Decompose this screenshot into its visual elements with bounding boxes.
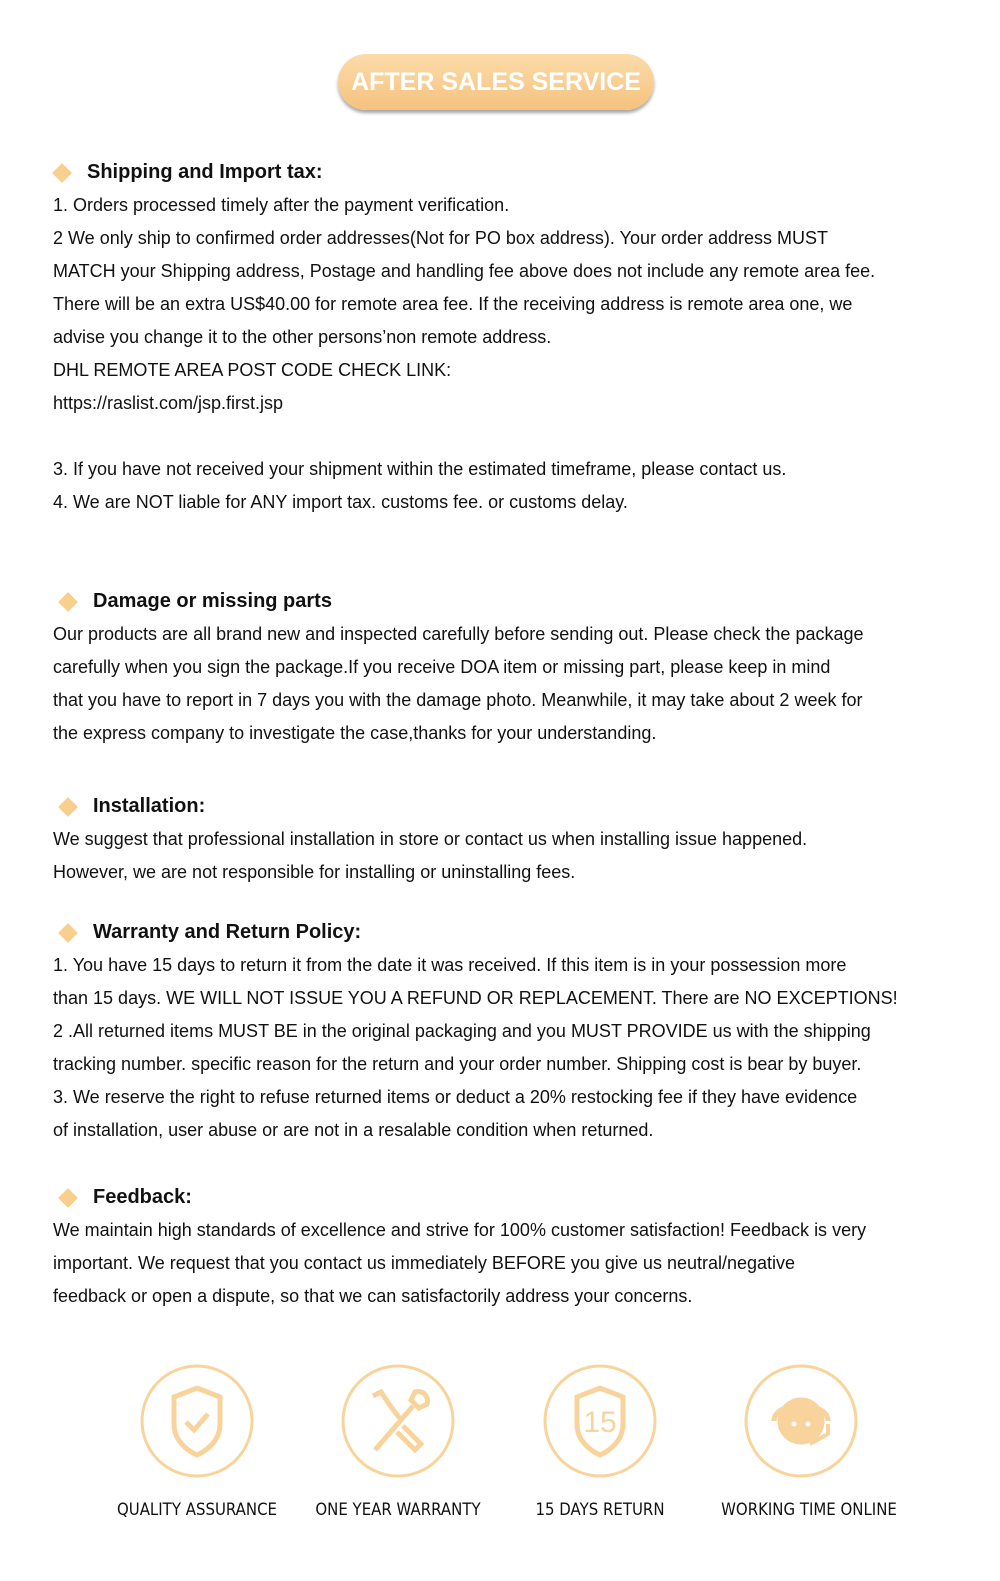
text-line: that you have to report in 7 days you with the damage photo. Meanwhile, it may take about 2 week for: [53, 690, 863, 710]
feature-label: ONE YEAR WARRANTY: [315, 1500, 481, 1520]
text-line: DHL REMOTE AREA POST CODE CHECK LINK:: [53, 360, 452, 380]
section: [53, 916, 983, 1147]
feature-label: WORKING TIME ONLINE: [721, 1500, 897, 1520]
section: [53, 790, 983, 889]
text-line: important. We request that you contact us immediately BEFORE you give us neutral/negative: [53, 1253, 796, 1273]
text-line: [53, 420, 983, 453]
text-line: MATCH your Shipping address, Postage and handling fee above does not include any remote area fee.: [53, 261, 876, 281]
section-heading: [53, 585, 983, 618]
shield-check-icon: [140, 1364, 254, 1478]
diamond-bullet-icon: [58, 592, 78, 612]
diamond-bullet-icon: [58, 923, 78, 943]
feature-label: 15 DAYS RETURN: [535, 1500, 665, 1520]
section-title: Installation:: [93, 795, 206, 817]
text-line: 2 .All returned items MUST BE in the original packaging and you MUST PROVIDE us with the shipping: [53, 1021, 871, 1041]
text-line: 4. We are NOT liable for ANY import tax. customs fee. or customs delay.: [53, 492, 628, 512]
headset-agent-icon: [744, 1364, 858, 1478]
section-title: Feedback:: [93, 1186, 192, 1208]
text-line: 1. Orders processed timely after the payment verification.: [53, 195, 510, 215]
text-line: the express company to investigate the case,thanks for your understanding.: [53, 723, 657, 743]
section: [53, 1181, 983, 1313]
check-link[interactable]: https://raslist.com/jsp.first.jsp: [53, 393, 284, 413]
text-line: feedback or open a dispute, so that we can satisfactorily address your concerns.: [53, 1286, 693, 1306]
tools-icon: [341, 1364, 455, 1478]
diamond-bullet-icon: [52, 163, 72, 183]
feature-label: QUALITY ASSURANCE: [116, 1500, 278, 1520]
text-line: tracking number. specific reason for the return and your order number. Shipping cost is bear by buyer.: [53, 1054, 862, 1074]
section-heading: [53, 790, 983, 823]
section-heading: [47, 156, 983, 189]
text-line: However, we are not responsible for installing or uninstalling fees.: [53, 862, 576, 882]
section: [53, 156, 983, 519]
section-title: Warranty and Return Policy:: [93, 921, 362, 943]
section: [53, 585, 983, 750]
text-line: 2 We only ship to confirmed order addresses(Not for PO box address). Your order address MUST: [53, 228, 829, 248]
section-title: Shipping and Import tax:: [87, 161, 323, 183]
diamond-bullet-icon: [58, 1188, 78, 1208]
text-line: carefully when you sign the package.If you receive DOA item or missing part, please keep in mind: [53, 657, 831, 677]
section-title: Damage or missing parts: [93, 590, 332, 612]
diamond-bullet-icon: [58, 797, 78, 817]
text-line: 3. If you have not received your shipment within the estimated timeframe, please contact us.: [53, 459, 787, 479]
section-heading: [53, 916, 983, 949]
text-line: We maintain high standards of excellence and strive for 100% customer satisfaction! Feedback is very: [53, 1220, 867, 1240]
text-line: than 15 days. WE WILL NOT ISSUE YOU A REFUND OR REPLACEMENT. There are NO EXCEPTIONS!: [53, 988, 898, 1008]
text-line: advise you change it to the other persons’non remote address.: [53, 327, 552, 347]
after-sales-banner: AFTER SALES SERVICE: [338, 54, 654, 110]
text-line: Our products are all brand new and inspected carefully before sending out. Please check the package: [53, 624, 864, 644]
text-line: 1. You have 15 days to return it from the date it was received. If this item is in your possession more: [53, 955, 847, 975]
section-heading: [53, 1181, 983, 1214]
text-line: of installation, user abuse or are not in a resalable condition when returned.: [53, 1120, 654, 1140]
shield-15-icon: [543, 1364, 657, 1478]
text-line: 3. We reserve the right to refuse returned items or deduct a 20% restocking fee if they have evidence: [53, 1087, 858, 1107]
text-line: We suggest that professional installation in store or contact us when installing issue happened.: [53, 829, 808, 849]
text-line: There will be an extra US$40.00 for remote area fee. If the receiving address is remote area one, we: [53, 294, 853, 314]
badge-15: 15: [583, 1406, 617, 1439]
